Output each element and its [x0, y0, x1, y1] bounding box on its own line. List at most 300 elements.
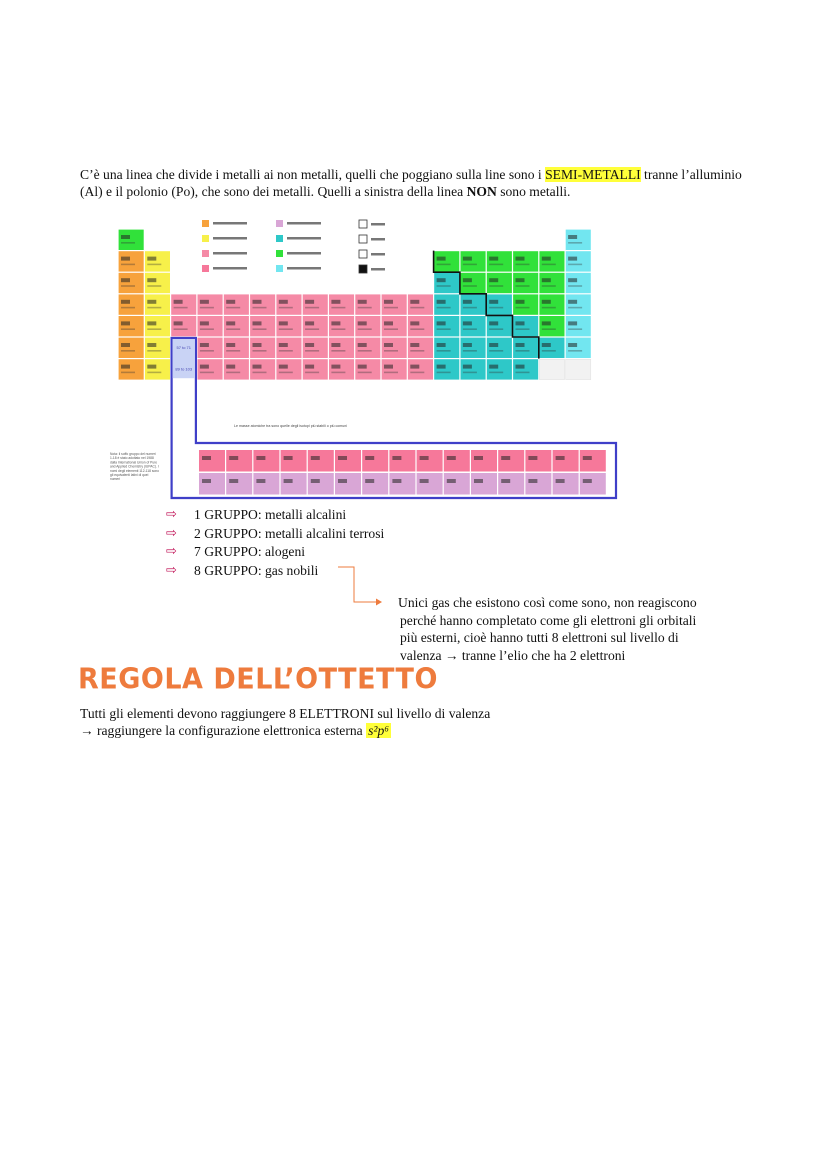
element-name-mark — [463, 372, 477, 374]
element-name-mark — [121, 285, 135, 287]
section-heading: REGOLA DELL’OTTETTO — [78, 663, 438, 696]
element-cell — [329, 338, 354, 358]
element-name-mark — [200, 328, 214, 330]
element-symbol-mark — [516, 321, 525, 325]
arrow-icon: ⇨ — [166, 544, 177, 560]
element-cell — [513, 251, 538, 271]
element-symbol-mark — [358, 300, 367, 304]
element-name-mark — [226, 328, 240, 330]
note-line: valenza → tranne l’elio che ha 2 elettroni — [400, 647, 626, 663]
element-name-mark — [147, 285, 161, 287]
element-cell — [487, 251, 512, 271]
element-cell — [434, 294, 459, 314]
element-cell — [382, 294, 407, 314]
element-symbol-mark — [489, 343, 498, 347]
element-name-mark — [463, 285, 477, 287]
element-cell — [250, 294, 275, 314]
element-name-mark — [305, 307, 319, 309]
element-symbol-mark — [542, 300, 551, 304]
element-cell — [329, 294, 354, 314]
element-cell — [461, 251, 486, 271]
lanthanide-cell — [308, 450, 334, 472]
element-symbol-mark — [121, 235, 130, 239]
element-name-mark — [226, 350, 240, 352]
element-name-mark — [516, 350, 530, 352]
element-symbol-mark — [568, 321, 577, 325]
legend-swatch — [276, 220, 283, 227]
element-cell — [566, 230, 591, 250]
arrow-icon: ⇨ — [166, 507, 177, 522]
legend-state-box — [359, 250, 367, 258]
actinide-cell — [389, 473, 415, 495]
lanthanide-cell — [525, 450, 551, 472]
element-cell — [171, 294, 196, 314]
element-symbol-mark — [358, 343, 367, 347]
element-name-mark — [516, 372, 530, 374]
element-symbol-mark — [528, 479, 537, 483]
element-cell — [408, 359, 433, 379]
legend-swatch — [276, 265, 283, 272]
element-cell — [382, 316, 407, 336]
element-symbol-mark — [226, 321, 235, 325]
legend-swatch — [202, 235, 209, 242]
element-cell — [539, 294, 564, 314]
element-symbol-mark — [365, 456, 374, 460]
actinide-cell — [308, 473, 334, 495]
actinide-cell — [471, 473, 497, 495]
element-name-mark — [542, 307, 556, 309]
element-name-mark — [253, 328, 267, 330]
element-symbol-mark — [311, 479, 320, 483]
element-name-mark — [331, 350, 345, 352]
element-cell — [303, 316, 328, 336]
element-symbol-mark — [253, 365, 262, 369]
lanthanide-cell — [471, 450, 497, 472]
element-cell — [250, 359, 275, 379]
element-cell — [408, 338, 433, 358]
element-symbol-mark — [226, 300, 235, 304]
element-symbol-mark — [229, 479, 238, 483]
element-symbol-mark — [253, 300, 262, 304]
periodic-table-graphic — [106, 210, 620, 504]
actinide-cell — [199, 473, 225, 495]
element-cell — [329, 359, 354, 379]
element-symbol-mark — [121, 343, 130, 347]
element-symbol-mark — [568, 343, 577, 347]
legend-state-box — [359, 220, 367, 228]
element-symbol-mark — [542, 343, 551, 347]
legend-text-mark — [287, 252, 321, 255]
element-cell — [329, 316, 354, 336]
legend-text-mark — [371, 268, 385, 271]
element-cell — [224, 338, 249, 358]
element-symbol-mark — [384, 343, 393, 347]
element-cell — [119, 251, 144, 271]
element-cell — [566, 294, 591, 314]
side-note: Nota: il soffo gruppo del numeri 1-18 è stato adottato nel 1988 dalla International Union of Pure and Applied Chemistry (IUPAC). I nomi degli elementi 112-118 sono gli equivalenti latini di quei numeri — [110, 452, 159, 482]
element-symbol-mark — [489, 257, 498, 261]
element-cell — [276, 294, 301, 314]
element-cell — [487, 359, 512, 379]
lanthanide-cell — [417, 450, 443, 472]
element-symbol-mark — [305, 321, 314, 325]
element-name-mark — [226, 307, 240, 309]
legend-swatch — [202, 220, 209, 227]
configuration-formula: s²p⁶ — [368, 723, 389, 738]
element-name-mark — [568, 350, 582, 352]
note-line: perché hanno completato come gli elettroni gli orbitali — [400, 612, 697, 628]
lanthanide-cell — [580, 450, 606, 472]
element-name-mark — [358, 307, 372, 309]
element-name-mark — [174, 307, 188, 309]
element-name-mark — [542, 285, 556, 287]
legend-text-mark — [371, 253, 385, 256]
element-symbol-mark — [256, 456, 265, 460]
element-cell — [566, 273, 591, 293]
element-symbol-mark — [256, 479, 265, 483]
element-symbol-mark — [474, 479, 483, 483]
element-name-mark — [331, 307, 345, 309]
element-name-mark — [410, 350, 424, 352]
connector-arrow-icon — [338, 566, 382, 606]
group-label: 1 GRUPPO: metalli alcalini — [194, 507, 347, 522]
element-symbol-mark — [331, 300, 340, 304]
element-symbol-mark — [568, 278, 577, 282]
element-symbol-mark — [338, 479, 347, 483]
element-symbol-mark — [501, 479, 510, 483]
element-symbol-mark — [463, 343, 472, 347]
element-name-mark — [331, 328, 345, 330]
element-symbol-mark — [463, 300, 472, 304]
element-cell — [303, 338, 328, 358]
element-symbol-mark — [463, 278, 472, 282]
element-symbol-mark — [358, 365, 367, 369]
element-symbol-mark — [147, 343, 156, 347]
lanthanide-cell — [553, 450, 579, 472]
element-cell — [145, 359, 170, 379]
element-symbol-mark — [489, 300, 498, 304]
element-name-mark — [568, 242, 582, 244]
element-symbol-mark — [331, 343, 340, 347]
element-name-mark — [279, 328, 293, 330]
element-symbol-mark — [489, 365, 498, 369]
element-symbol-mark — [226, 343, 235, 347]
element-cell — [382, 359, 407, 379]
actinide-cell — [253, 473, 279, 495]
legend-text-mark — [287, 267, 321, 270]
element-symbol-mark — [202, 479, 211, 483]
rule-line: Tutti gli elementi devono raggiungere 8 ELETTRONI sul livello di valenza — [80, 706, 491, 721]
note-line: Unici gas che esistono così come sono, non reagiscono — [398, 595, 697, 610]
element-symbol-mark — [489, 278, 498, 282]
legend-swatch — [202, 250, 209, 257]
element-name-mark — [437, 372, 451, 374]
periodic-table-image — [106, 210, 620, 504]
element-name-mark — [489, 307, 503, 309]
element-cell — [355, 338, 380, 358]
element-cell — [434, 338, 459, 358]
element-cell — [434, 316, 459, 336]
element-cell — [566, 316, 591, 336]
element-symbol-mark — [516, 300, 525, 304]
element-symbol-mark — [174, 300, 183, 304]
element-cell — [539, 273, 564, 293]
element-name-mark — [358, 350, 372, 352]
element-cell — [303, 359, 328, 379]
element-symbol-mark — [121, 257, 130, 261]
element-symbol-mark — [437, 365, 446, 369]
element-symbol-mark — [200, 343, 209, 347]
element-cell — [198, 338, 223, 358]
element-name-mark — [147, 264, 161, 266]
element-symbol-mark — [437, 278, 446, 282]
element-cell — [539, 316, 564, 336]
intro-bold: NON — [466, 184, 497, 199]
element-symbol-mark — [568, 300, 577, 304]
lanthanide-cell — [281, 450, 307, 472]
element-name-mark — [489, 328, 503, 330]
element-symbol-mark — [463, 257, 472, 261]
element-name-mark — [568, 285, 582, 287]
intro-text-after: sono metalli. — [496, 184, 571, 199]
element-name-mark — [516, 285, 530, 287]
element-symbol-mark — [420, 479, 429, 483]
element-symbol-mark — [501, 456, 510, 460]
arrow-icon: ⇨ — [166, 562, 177, 578]
element-name-mark — [305, 328, 319, 330]
element-symbol-mark — [331, 365, 340, 369]
element-cell — [434, 359, 459, 379]
noble-gas-note — [398, 594, 738, 664]
element-symbol-mark — [121, 278, 130, 282]
element-symbol-mark — [568, 235, 577, 239]
element-name-mark — [384, 328, 398, 330]
element-symbol-mark — [174, 321, 183, 325]
legend-state-box — [359, 265, 367, 273]
element-cell — [408, 316, 433, 336]
element-name-mark — [384, 350, 398, 352]
element-cell — [145, 251, 170, 271]
element-name-mark — [147, 372, 161, 374]
actinide-cell — [498, 473, 524, 495]
lanthanide-cell — [226, 450, 252, 472]
element-symbol-mark — [447, 479, 456, 483]
element-cell — [250, 316, 275, 336]
element-name-mark — [331, 372, 345, 374]
legend-state-box — [359, 235, 367, 243]
element-name-mark — [463, 264, 477, 266]
element-cell — [303, 294, 328, 314]
element-symbol-mark — [311, 456, 320, 460]
element-symbol-mark — [568, 257, 577, 261]
element-symbol-mark — [542, 278, 551, 282]
element-cell — [461, 338, 486, 358]
element-name-mark — [200, 350, 214, 352]
lanthanide-cell — [362, 450, 388, 472]
element-symbol-mark — [410, 343, 419, 347]
intro-paragraph — [80, 166, 760, 200]
element-cell — [487, 273, 512, 293]
lanthanide-cell — [498, 450, 524, 472]
element-name-mark — [437, 264, 451, 266]
element-symbol-mark — [384, 321, 393, 325]
element-symbol-mark — [447, 456, 456, 460]
element-symbol-mark — [437, 300, 446, 304]
element-symbol-mark — [516, 278, 525, 282]
element-cell — [145, 316, 170, 336]
octet-rule-text — [80, 705, 490, 739]
legend-text-mark — [213, 222, 247, 225]
element-symbol-mark — [253, 321, 262, 325]
element-symbol-mark — [463, 365, 472, 369]
element-name-mark — [279, 372, 293, 374]
lanthanide-cell — [199, 450, 225, 472]
element-name-mark — [121, 328, 135, 330]
element-cell — [461, 316, 486, 336]
actinide-cell — [444, 473, 470, 495]
element-cell — [198, 294, 223, 314]
element-name-mark — [568, 328, 582, 330]
element-cell — [276, 359, 301, 379]
element-symbol-mark — [528, 456, 537, 460]
note-line: più esterni, cioè hanno tutti 8 elettroni sul livello di — [400, 630, 679, 646]
element-symbol-mark — [147, 257, 156, 261]
element-name-mark — [358, 372, 372, 374]
legend-swatch — [276, 250, 283, 257]
lanthanide-cell — [253, 450, 279, 472]
group-item — [166, 525, 384, 544]
element-symbol-mark — [121, 300, 130, 304]
legend-text-mark — [287, 222, 321, 225]
element-name-mark — [516, 328, 530, 330]
element-symbol-mark — [253, 343, 262, 347]
actinide-cell — [335, 473, 361, 495]
element-cell — [513, 316, 538, 336]
arrow-icon: ⇨ — [166, 525, 177, 541]
element-cell — [539, 359, 564, 379]
element-symbol-mark — [583, 479, 592, 483]
element-name-mark — [147, 328, 161, 330]
element-symbol-mark — [284, 456, 293, 460]
element-symbol-mark — [358, 321, 367, 325]
element-name-mark — [489, 350, 503, 352]
element-symbol-mark — [556, 479, 565, 483]
element-symbol-mark — [147, 365, 156, 369]
element-cell — [461, 359, 486, 379]
element-symbol-mark — [556, 456, 565, 460]
element-cell — [224, 359, 249, 379]
element-symbol-mark — [410, 300, 419, 304]
element-cell — [487, 294, 512, 314]
element-cell — [119, 294, 144, 314]
element-cell — [355, 316, 380, 336]
element-name-mark — [174, 328, 188, 330]
element-cell — [171, 316, 196, 336]
element-cell — [145, 294, 170, 314]
element-cell — [539, 338, 564, 358]
element-cell — [119, 338, 144, 358]
element-name-mark — [568, 307, 582, 309]
element-name-mark — [542, 350, 556, 352]
element-cell — [382, 338, 407, 358]
element-cell — [461, 273, 486, 293]
element-cell — [461, 294, 486, 314]
element-cell — [434, 251, 459, 271]
legend-text-mark — [213, 237, 247, 240]
legend-text-mark — [371, 238, 385, 241]
element-name-mark — [121, 307, 135, 309]
lanthanide-range: 57 to 71 — [176, 345, 191, 350]
element-symbol-mark — [279, 300, 288, 304]
group-label: 8 GRUPPO: gas nobili — [194, 562, 319, 578]
element-name-mark — [279, 350, 293, 352]
element-name-mark — [410, 307, 424, 309]
legend-swatch — [202, 265, 209, 272]
element-cell — [487, 338, 512, 358]
element-symbol-mark — [542, 321, 551, 325]
element-symbol-mark — [147, 300, 156, 304]
element-name-mark — [516, 307, 530, 309]
legend-text-mark — [213, 267, 247, 270]
element-cell — [513, 338, 538, 358]
element-name-mark — [410, 372, 424, 374]
semimetals-highlight: SEMI-METALLI — [545, 167, 641, 182]
element-name-mark — [279, 307, 293, 309]
element-cell — [513, 294, 538, 314]
element-name-mark — [305, 350, 319, 352]
element-symbol-mark — [474, 456, 483, 460]
element-cell — [224, 316, 249, 336]
lanthanide-cell — [335, 450, 361, 472]
legend-text-mark — [213, 252, 247, 255]
actinide-cell — [525, 473, 551, 495]
actinide-cell — [553, 473, 579, 495]
element-cell — [566, 251, 591, 271]
element-symbol-mark — [200, 365, 209, 369]
legend-text-mark — [287, 237, 321, 240]
element-symbol-mark — [121, 321, 130, 325]
element-symbol-mark — [305, 300, 314, 304]
group-label: 7 GRUPPO: alogeni — [194, 544, 306, 560]
element-symbol-mark — [200, 300, 209, 304]
element-name-mark — [542, 264, 556, 266]
actinide-cell — [580, 473, 606, 495]
element-symbol-mark — [338, 456, 347, 460]
element-symbol-mark — [410, 321, 419, 325]
element-name-mark — [489, 372, 503, 374]
lanthanide-cell — [444, 450, 470, 472]
element-name-mark — [437, 350, 451, 352]
element-symbol-mark — [279, 343, 288, 347]
actinide-range: 89 to 103 — [175, 366, 193, 372]
element-cell — [566, 338, 591, 358]
element-symbol-mark — [279, 365, 288, 369]
element-symbol-mark — [226, 365, 235, 369]
element-name-mark — [463, 307, 477, 309]
element-symbol-mark — [284, 479, 293, 483]
element-symbol-mark — [365, 479, 374, 483]
element-cell — [408, 294, 433, 314]
element-symbol-mark — [437, 343, 446, 347]
element-cell — [513, 273, 538, 293]
element-cell — [119, 273, 144, 293]
element-symbol-mark — [516, 343, 525, 347]
element-name-mark — [121, 242, 135, 244]
element-symbol-mark — [229, 456, 238, 460]
element-symbol-mark — [516, 257, 525, 261]
footer-note: Le masse atomiche tra sono quelle degli isotopi più stabili o più comuni — [234, 424, 348, 428]
element-symbol-mark — [279, 321, 288, 325]
